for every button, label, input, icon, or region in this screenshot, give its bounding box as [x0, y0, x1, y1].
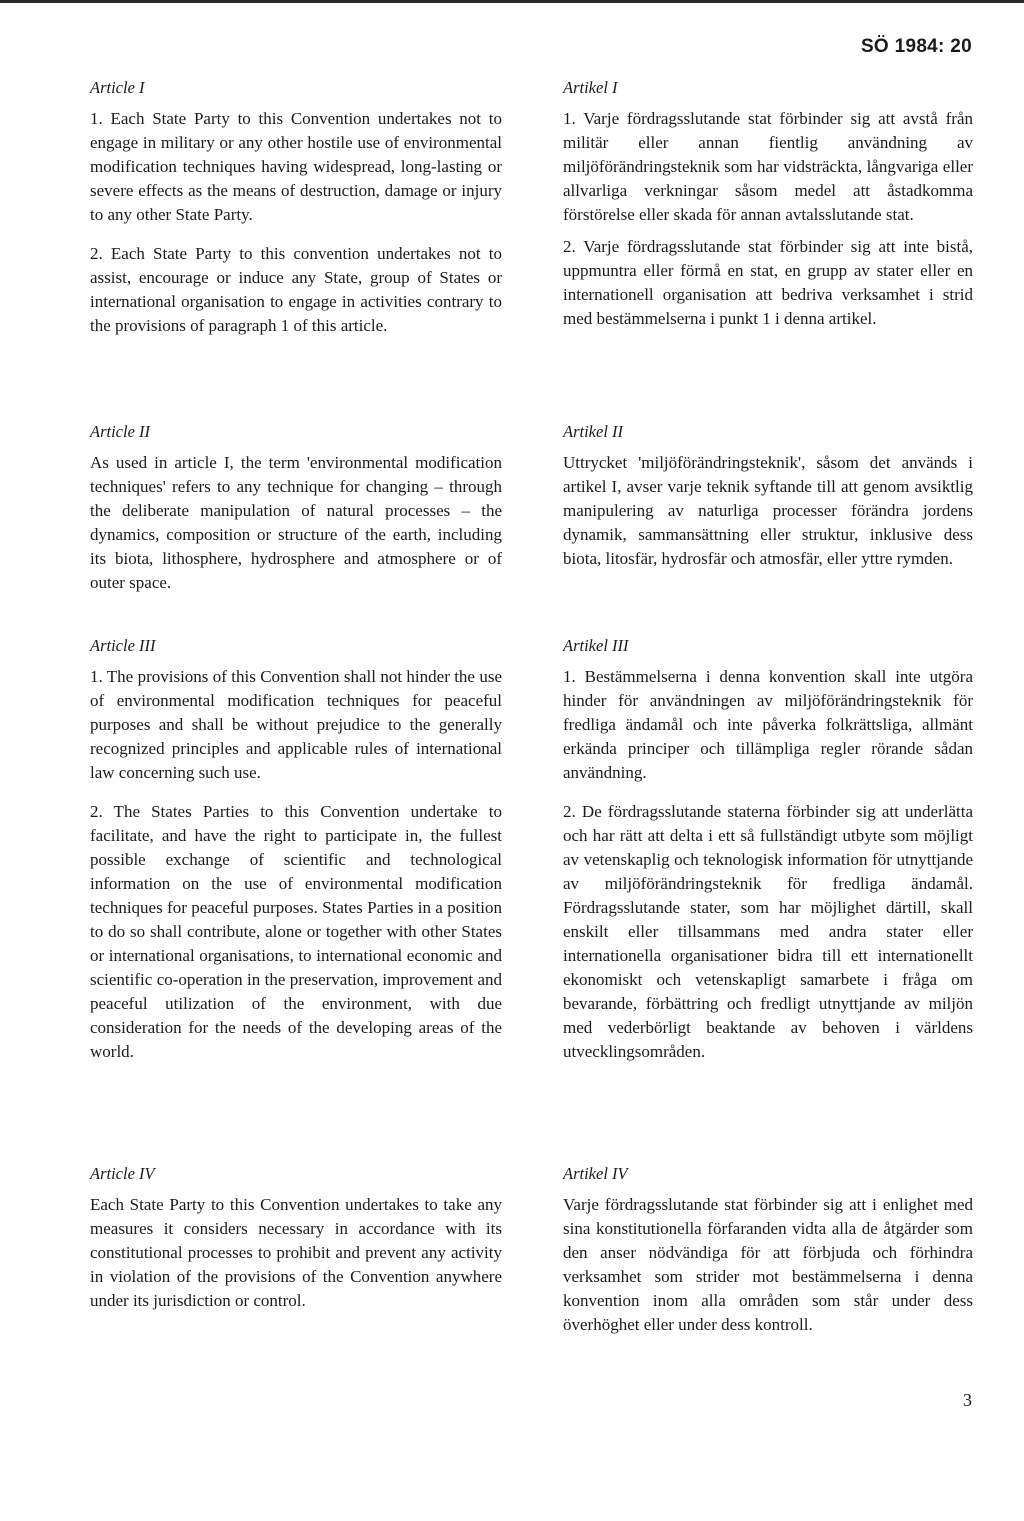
article-paragraph: As used in article I, the term 'environmental modification techniques' refers to any technique for changing – through the deliberate manipulation of natural processes – the dynamics, composition or structure of the earth, including its biota, lithosphere, hydrosphere and atmosphere or of outer space.: [90, 453, 502, 592]
page-number: 3: [963, 1390, 972, 1410]
article-heading: Article IV: [90, 1164, 155, 1183]
article-4-sv: [563, 1162, 973, 1337]
article-paragraph: 1. The provisions of this Convention shall not hinder the use of environmental modification techniques for peaceful purposes and shall be without prejudice to the generally recognized principles and applicable rules of international law concerning such use.: [90, 667, 502, 782]
article-paragraph: Uttrycket 'miljöförändringsteknik', såsom det används i artikel I, avser varje teknik syftande till att genom avsiktlig manipulering av naturliga processer förändra jordens dynamik, sammansättning eller struktur, inklusive dess biota, litosfär, hydrosfär och atmosfär, eller yttre rymden.: [563, 453, 973, 568]
document-reference: SÖ 1984: 20: [860, 36, 972, 57]
article-heading: Artikel IV: [563, 1164, 628, 1183]
article-paragraph: 2. De fördragsslutande staterna förbinder sig att underlätta och har rätt att delta i ett så fullständigt utbyte som möjligt av vetenskaplig och teknologisk information för utnyttjande av miljöförändringsteknik för fredliga ändamål. Fördragsslutande stater, som har möjlighet därtill, skall enskilt eller tillsammans med andra stater eller internationella organisationer bidra till ett internationellt ekonomiskt och vetenskapligt samarbete i fråga om bevarande, förbättring och fredligt utnyttjande av miljön med vederbörligt beaktande av behoven i världens utvecklingsområden.: [563, 802, 973, 1061]
article-3-en: [90, 634, 502, 1064]
article-paragraph: Varje fördragsslutande stat förbinder sig att i enlighet med sina konstitutionella förfaranden vidta alla de åtgärder som den anser nödvändiga för att förbjuda och förhindra verksamhet som strider mot bestämmelserna i denna konvention inom alla områden som står under dess överhöghet eller under dess kontroll.: [563, 1195, 973, 1334]
article-1-sv: [563, 76, 973, 331]
article-paragraph: 1. Bestämmelserna i denna konvention skall inte utgöra hinder för användningen av miljöförändringsteknik för fredliga ändamål och inte påverka folkrättsliga, allmänt erkända principer och tillämpliga regler rörande sådan användning.: [563, 667, 973, 782]
article-heading: Artikel I: [563, 78, 618, 97]
article-heading: Artikel III: [563, 636, 629, 655]
article-paragraph: 2. Each State Party to this convention undertakes not to assist, encourage or induce any State, group of States or international organisation to engage in activities contrary to the provisions of paragraph 1 of this article.: [90, 244, 502, 335]
article-heading: Artikel II: [563, 422, 624, 441]
article-4-en: [90, 1162, 502, 1313]
article-2-sv: [563, 420, 973, 571]
article-paragraph: 1. Varje fördragsslutande stat förbinder sig att avstå från militär eller annan fientlig användning av miljöförändringsteknik som har vidsträckta, långvariga eller allvarliga verkningar såsom medel att åstadkomma förstörelse eller skada för annan avtalsslutande stat.: [563, 109, 973, 224]
article-paragraph: 2. The States Parties to this Convention undertake to facilitate, and have the right to participate in, the fullest possible exchange of scientific and technological information on the use of environmental modification techniques for peaceful purposes. States Parties in a position to do so shall contribute, alone or together with other States or international organisations, to international economic and scientific co-operation in the preservation, improvement and peaceful utilization of the environment, with due consideration for the needs of the developing areas of the world.: [90, 802, 502, 1061]
article-heading: Article III: [90, 636, 156, 655]
article-1-en: [90, 76, 502, 338]
article-heading: Article II: [90, 422, 151, 441]
top-rule: [0, 0, 1024, 3]
article-paragraph: 2. Varje fördragsslutande stat förbinder sig att inte bistå, uppmuntra eller förmå en stat, en grupp av stater eller en internationell organisation att bedriva verksamhet i strid med bestämmelserna i punkt 1 i denna artikel.: [563, 237, 973, 328]
article-3-sv: [563, 634, 973, 1064]
article-paragraph: Each State Party to this Convention undertakes to take any measures it considers necessary in accordance with its constitutional processes to prohibit and prevent any activity in violation of the provisions of the Convention anywhere under its jurisdiction or control.: [90, 1195, 502, 1310]
article-2-en: [90, 420, 502, 595]
article-heading: Article I: [90, 78, 145, 97]
article-paragraph: 1. Each State Party to this Convention undertakes not to engage in military or any other hostile use of environmental modification techniques having widespread, long-lasting or severe effects as the means of destruction, damage or injury to any other State Party.: [90, 109, 502, 224]
